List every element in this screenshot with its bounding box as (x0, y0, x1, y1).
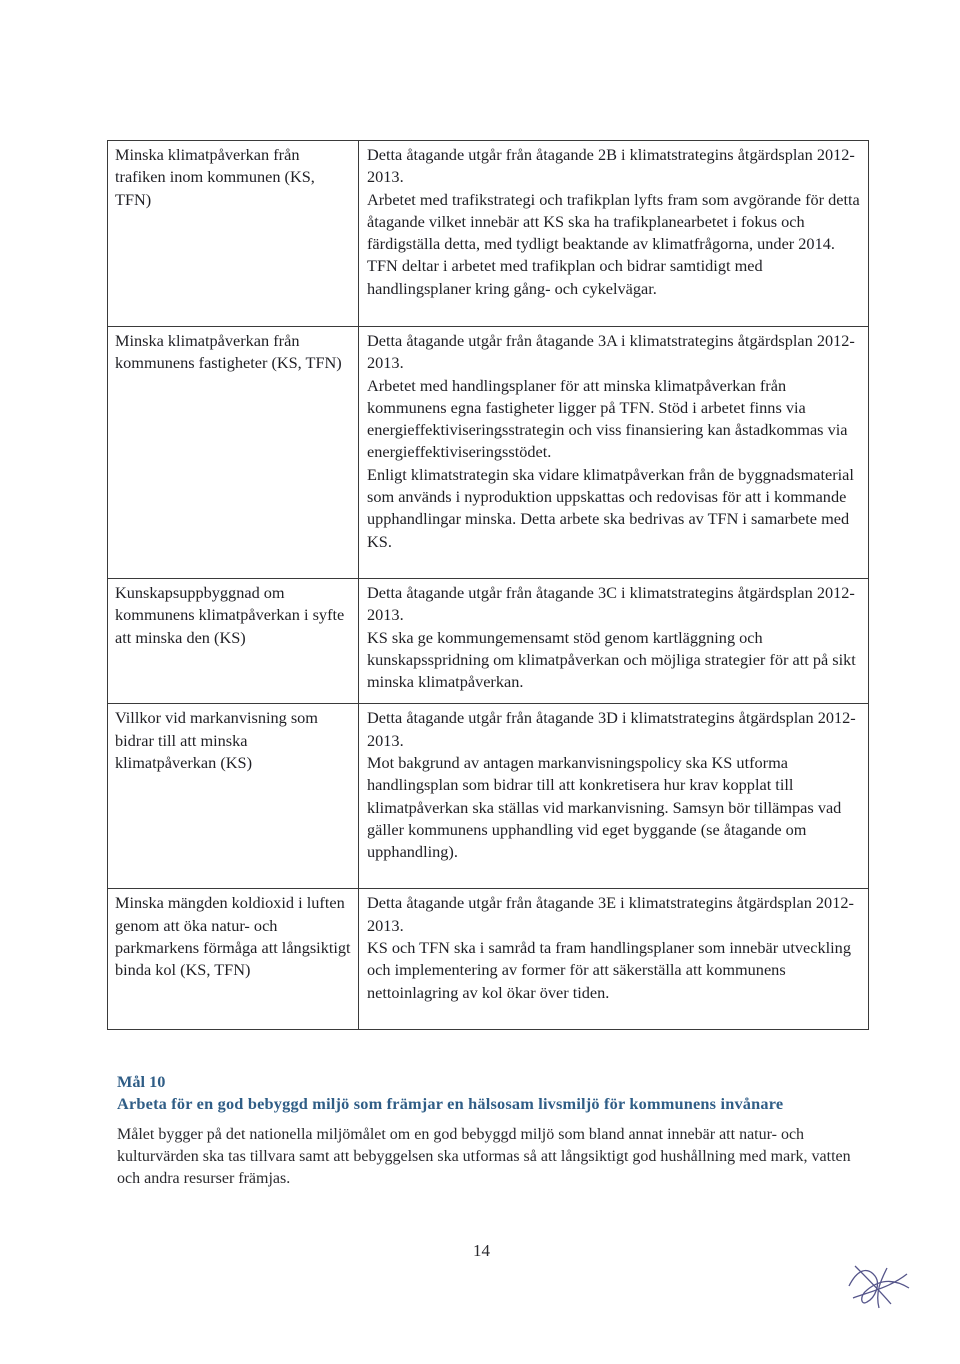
description-paragraph: KS ska ge kommungemensamt stöd genom kartläggning och kunskapsspridning om klimatpåverkan och möjliga strategier för att på sikt minska klimatpåverkan. (367, 627, 856, 692)
table-row (108, 141, 869, 327)
description-cell (359, 889, 869, 1030)
description-cell (359, 141, 869, 327)
description-paragraph: Detta åtagande utgår från åtagande 3E i klimatstrategins åtgärdsplan 2012-2013. (367, 893, 854, 935)
description-paragraph: Mot bakgrund av antagen markanvisningspolicy ska KS utforma handlingsplan som bidrar till att konkretisera hur krav kopplat till klimatpåverkan ska ställas vid markanvisning. Samsyn bör tillämpas vad gäller kommunens upphandling vid eget byggande (se åtagande om upphandling). (367, 753, 842, 862)
goal-cell: Minska klimatpåverkan från trafiken inom kommunen (KS, TFN) (108, 141, 359, 327)
table-row (108, 327, 869, 579)
goal-section (117, 1071, 862, 1190)
section-title: Arbeta för en god bebyggd miljö som främjar en hälsosam livsmiljö för kommunens invånare (117, 1094, 784, 1113)
description-cell (359, 327, 869, 579)
goal-cell: Minska mängden koldioxid i luften genom att öka natur- och parkmarkens förmåga att långsiktigt binda kol (KS, TFN) (108, 889, 359, 1030)
description-cell (359, 579, 869, 704)
description-paragraph: Arbetet med handlingsplaner för att minska klimatpåverkan från kommunens egna fastigheter ligger på TFN. Stöd i arbetet finns via energieffektiviseringsstrategin och viss finansiering kan åstadkommas via energieffektiviseringsstödet. (367, 375, 848, 462)
goal-cell: Minska klimatpåverkan från kommunens fastigheter (KS, TFN) (108, 327, 359, 579)
table-row (108, 704, 869, 889)
description-paragraph: KS och TFN ska i samråd ta fram handlingsplaner som innebär utveckling och implementering av former för att säkerställa att kommunens nettoinlagring av kol ökar över tiden. (367, 938, 851, 1002)
table-row (108, 579, 869, 704)
description-cell (359, 704, 869, 889)
handwritten-initials-icon (845, 1258, 915, 1314)
page-number: 14 (473, 1241, 490, 1260)
goal-cell: Kunskapsuppbyggnad om kommunens klimatpåverkan i syfte att minska den (KS) (108, 579, 359, 704)
description-paragraph: Detta åtagande utgår från åtagande 3C i klimatstrategins åtgärdsplan 2012-2013. (367, 583, 855, 625)
commitments-table (107, 140, 869, 1030)
description-paragraph: Detta åtagande utgår från åtagande 2B i klimatstrategins åtgärdsplan 2012-2013. (367, 145, 855, 187)
description-paragraph: Detta åtagande utgår från åtagande 3A i klimatstrategins åtgärdsplan 2012-2013. (367, 331, 855, 373)
description-paragraph: Enligt klimatstrategin ska vidare klimatpåverkan från de byggnadsmaterial som används i nyproduktion uppskattas och redovisas för att i kommande upphandlingar minska. Detta arbete ska bedrivas av TFN i samarbete med KS. (367, 464, 854, 551)
section-body: Målet bygger på det nationella miljömålet om en god bebyggd miljö som bland annat innebär att natur- och kulturvärden ska tas tillvara samt att bebyggelsen ska utformas så att långsiktigt god hushållning med mark, vatten och andra resurser främjas. (117, 1126, 851, 1187)
goal-cell: Villkor vid markanvisning som bidrar till att minska klimatpåverkan (KS) (108, 704, 359, 889)
description-paragraph: Arbetet med trafikstrategi och trafikplan lyfts fram som avgörande för detta åtagande vilket innebär att KS ska ha trafikplanearbetet i fokus och färdigställa detta, med tydligt beaktande av klimatfrågorna, under 2014. TFN deltar i arbetet med trafikplan och bidrar samtidigt med handlingsplaner kring gång- och cykelvägar. (367, 189, 860, 298)
table-row (108, 889, 869, 1030)
description-paragraph: Detta åtagande utgår från åtagande 3D i klimatstrategins åtgärdsplan 2012-2013. (367, 708, 856, 750)
section-number: Mål 10 (117, 1072, 166, 1091)
